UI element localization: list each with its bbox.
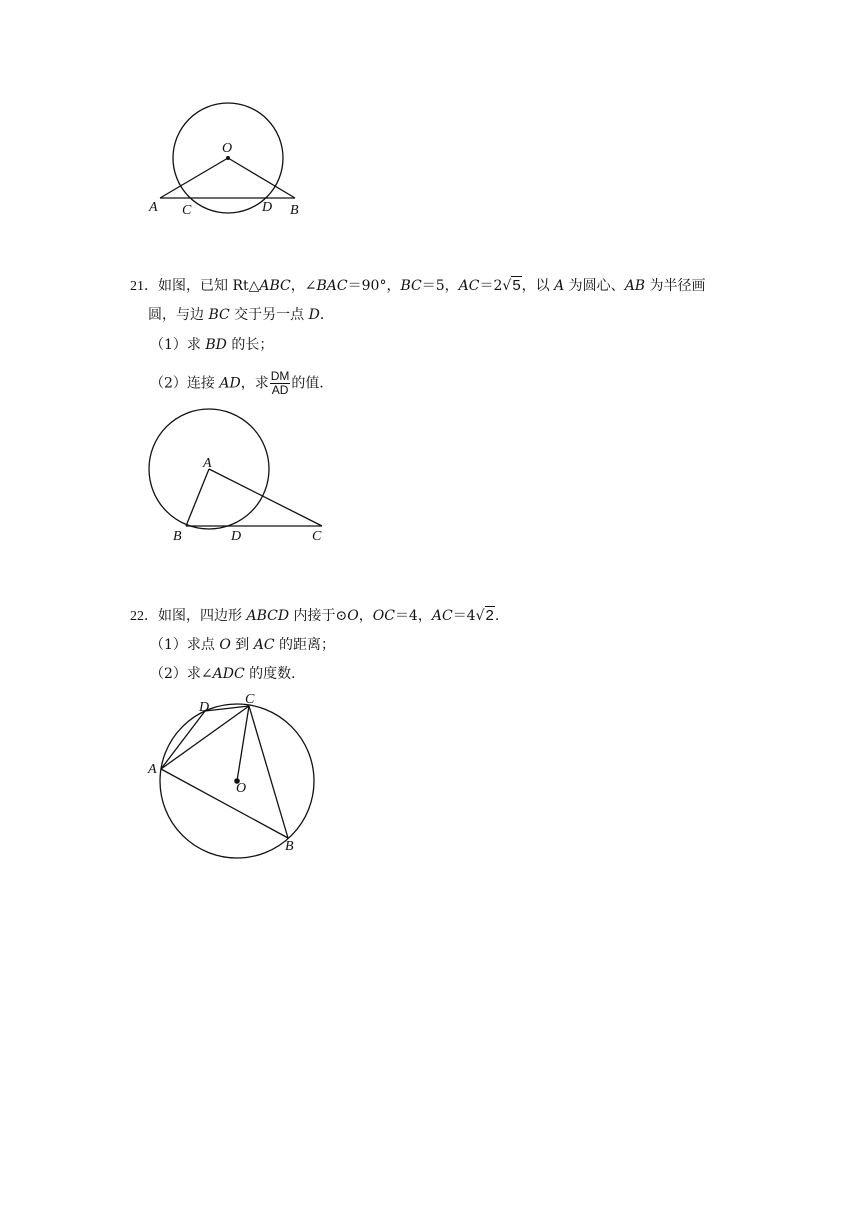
figure-q21-svg <box>140 405 350 550</box>
q22-text: ＝4 <box>452 608 476 624</box>
label-c: C <box>245 692 255 707</box>
q21-text: ，∠ <box>290 278 317 294</box>
q21-var-abc: ABC <box>259 278 291 294</box>
label-b: B <box>173 529 182 544</box>
q22-var-ac: AC <box>431 608 453 624</box>
figure-q20 <box>140 95 340 220</box>
label-d: D <box>199 700 210 715</box>
segment-ad <box>161 711 205 769</box>
q21-part1 <box>150 335 273 355</box>
q22-text: 的距离； <box>274 637 336 653</box>
q21-number: 21． <box>130 279 158 294</box>
q21-text: 交于另一点 <box>229 307 309 323</box>
q22-part2 <box>150 664 305 684</box>
q21-line2 <box>148 305 334 325</box>
fraction-numerator: DM <box>270 369 290 383</box>
q22-text: 到 <box>230 637 254 653</box>
q21-text: 的长； <box>226 337 274 353</box>
segment-ab <box>161 769 288 838</box>
segment-ob <box>228 158 295 198</box>
q22-part1 <box>150 635 335 655</box>
q22-text: 的度数． <box>244 666 306 682</box>
q21-text: 为圆心、 <box>564 278 625 294</box>
figure-q22 <box>140 688 340 868</box>
q22-text: . <box>494 608 500 624</box>
q21-var-bc: BC <box>400 278 422 294</box>
segment-oc <box>237 706 249 781</box>
q21-line1 <box>130 276 706 297</box>
q21-var-ad: AD <box>219 375 241 392</box>
q22-text: 如图，四边形 <box>158 608 247 624</box>
label-c: C <box>182 203 192 218</box>
q22-text: （2）求∠ <box>150 666 213 682</box>
q21-var-ab: AB <box>624 278 646 294</box>
q21-var-ac: AC <box>458 278 480 294</box>
q21-var-a: A <box>554 278 565 294</box>
label-d: D <box>231 529 242 544</box>
q22-var-adc: ADC <box>212 666 245 682</box>
q22-line1 <box>130 606 499 627</box>
q21-text: 为半径画 <box>645 278 706 294</box>
figure-q22-svg <box>140 688 340 868</box>
q21-part2 <box>150 370 333 397</box>
q21-text: ，以 <box>521 278 555 294</box>
q21-text: 的值． <box>291 375 334 392</box>
label-a: A <box>203 456 212 471</box>
label-o: O <box>236 781 247 796</box>
label-b: B <box>285 839 294 854</box>
segment-ab <box>186 469 209 526</box>
fraction-denominator: AD <box>271 383 289 397</box>
q22-text: ， <box>358 608 373 624</box>
q21-text: ＝90° <box>347 278 387 294</box>
sqrt-radicand: 5 <box>512 277 521 294</box>
figure-q21 <box>140 405 350 550</box>
q21-text: （2）连接 <box>150 375 220 392</box>
label-o: O <box>222 141 233 156</box>
q21-var-bd: BD <box>205 337 227 353</box>
q22-var-ac: AC <box>253 637 275 653</box>
q21-var-d: D <box>308 307 320 323</box>
label-a: A <box>149 200 158 215</box>
center-point-o <box>226 156 230 160</box>
q21-text: ，求 <box>240 375 269 392</box>
q22-var-o: O <box>347 608 359 624</box>
label-b: B <box>290 203 299 218</box>
sqrt-2: √2 <box>475 607 494 624</box>
q22-text: （1）求点 <box>150 637 220 653</box>
q21-text: ， <box>386 278 401 294</box>
segment-ao <box>160 158 228 198</box>
q21-text: 圆，与边 <box>148 307 209 323</box>
q22-var-o: O <box>219 637 231 653</box>
q21-text: （1）求 <box>150 337 206 353</box>
fraction-dm-ad <box>270 370 291 397</box>
q21-var-bc: BC <box>208 307 230 323</box>
q21-text: ＝2 <box>479 278 503 294</box>
label-c: C <box>312 529 322 544</box>
q21-text: ＝5， <box>421 278 459 294</box>
q22-text: ＝4， <box>394 608 432 624</box>
sqrt-radicand: 2 <box>485 607 494 624</box>
q22-number: 22． <box>130 609 158 624</box>
q21-text: ． <box>319 307 334 323</box>
q22-var-abcd: ABCD <box>246 608 290 624</box>
label-d: D <box>262 200 273 215</box>
segment-ac <box>209 469 322 526</box>
q21-text: 如图，已知 Rt△ <box>158 278 260 294</box>
label-a: A <box>148 762 157 777</box>
q21-var-bac: BAC <box>316 278 348 294</box>
sqrt-5: √5 <box>502 277 521 294</box>
segment-cb <box>249 706 288 838</box>
figure-q20-svg <box>140 95 340 220</box>
q22-var-oc: OC <box>372 608 395 624</box>
q22-text: 内接于⊙ <box>289 608 348 624</box>
